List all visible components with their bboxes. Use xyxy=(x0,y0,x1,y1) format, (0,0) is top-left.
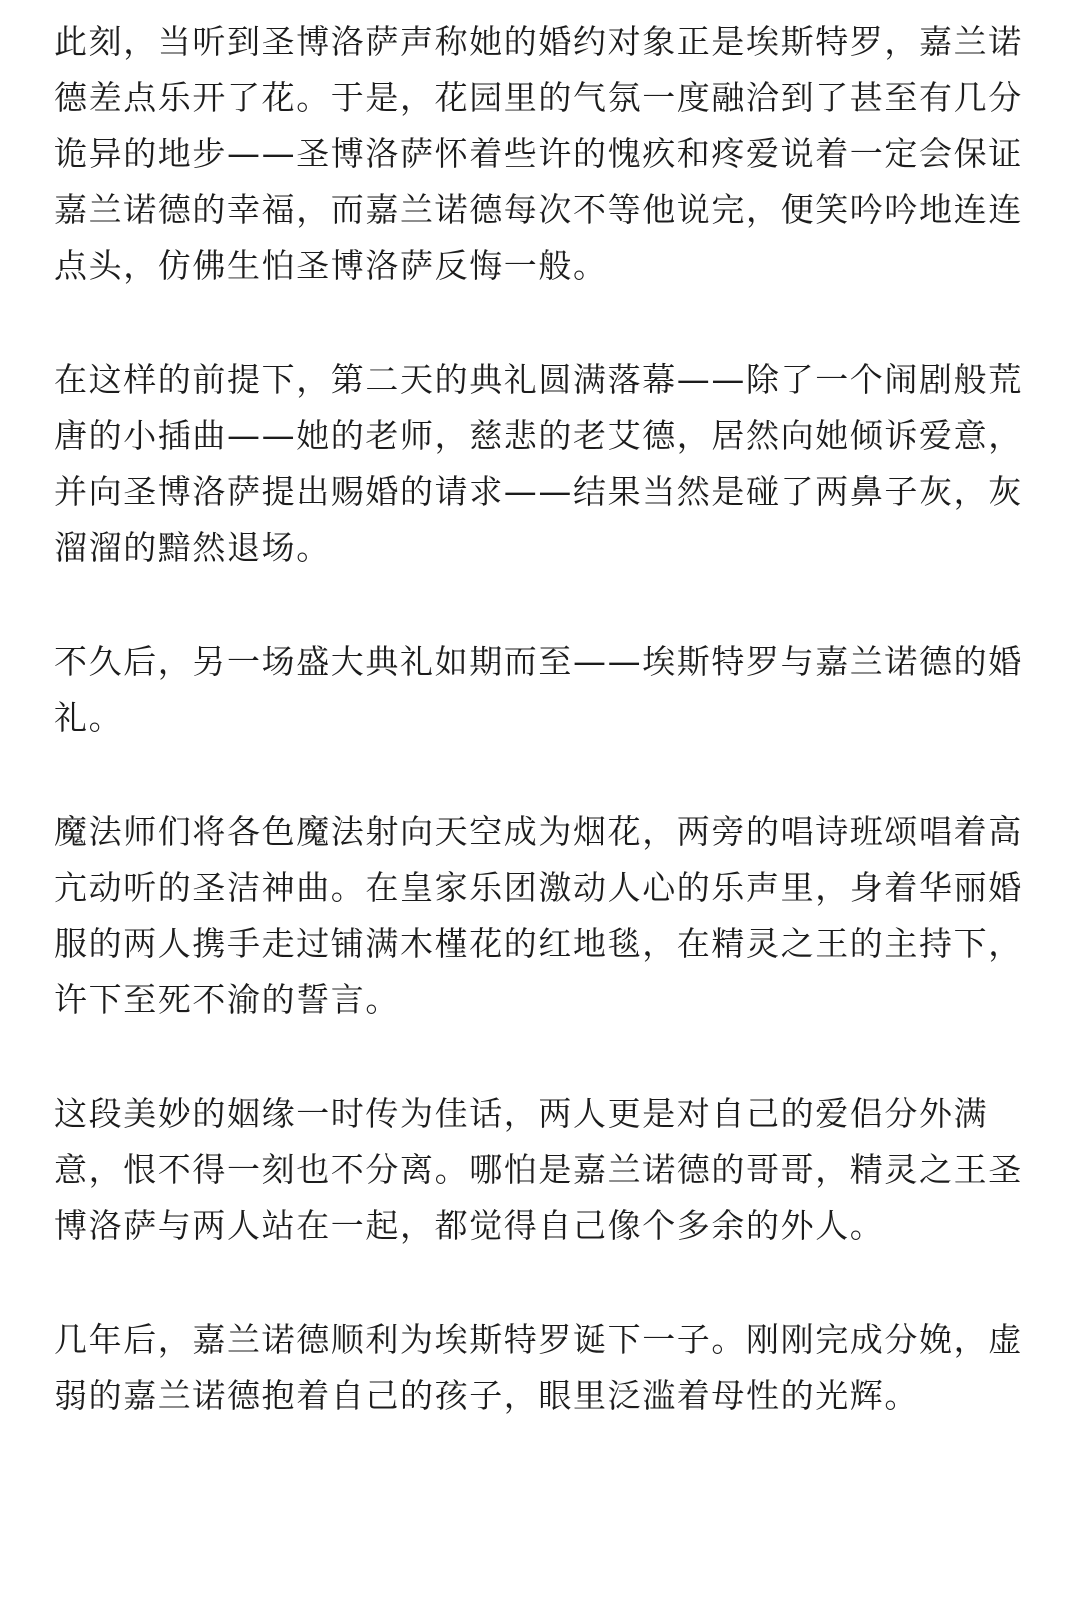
paragraph-1: 此刻，当听到圣博洛萨声称她的婚约对象正是埃斯特罗，嘉兰诺德差点乐开了花。于是，花园里的气氛一度融洽到了甚至有几分诡异的地步——圣博洛萨怀着些许的愧疚和疼爱说着一定会保证嘉兰诺德的幸福，而嘉兰诺德每次不等他说完，便笑吟吟地连连点头，仿佛生怕圣博洛萨反悔一般。 xyxy=(54,22,1023,285)
paragraph-2: 在这样的前提下，第二天的典礼圆满落幕——除了一个闹剧般荒唐的小插曲——她的老师，慈悲的老艾德，居然向她倾诉爱意，并向圣博洛萨提出赐婚的请求——结果当然是碰了两鼻子灰，灰溜溜的黯然退场。 xyxy=(54,360,1023,567)
paragraph-gap xyxy=(54,294,1040,352)
paragraph-gap xyxy=(54,1028,1040,1086)
paragraph-gap xyxy=(54,746,1040,804)
paragraph-6: 几年后，嘉兰诺德顺利为埃斯特罗诞下一子。刚刚完成分娩，虚弱的嘉兰诺德抱着自己的孩子，眼里泛滥着母性的光辉。 xyxy=(54,1320,1023,1415)
paragraph-3: 不久后，另一场盛大典礼如期而至——埃斯特罗与嘉兰诺德的婚礼。 xyxy=(54,642,1023,737)
paragraph-5: 这段美妙的姻缘一时传为佳话，两人更是对自己的爱侣分外满意，恨不得一刻也不分离。哪怕是嘉兰诺德的哥哥，精灵之王圣博洛萨与两人站在一起，都觉得自己像个多余的外人。 xyxy=(54,1094,1023,1245)
paragraph-gap xyxy=(54,576,1040,634)
paragraph-gap xyxy=(54,1254,1040,1312)
paragraph-4: 魔法师们将各色魔法射向天空成为烟花，两旁的唱诗班颂唱着高亢动听的圣洁神曲。在皇家乐团激动人心的乐声里，身着华丽婚服的两人携手走过铺满木槿花的红地毯，在精灵之王的主持下，许下至死不渝的誓言。 xyxy=(54,812,1023,1019)
